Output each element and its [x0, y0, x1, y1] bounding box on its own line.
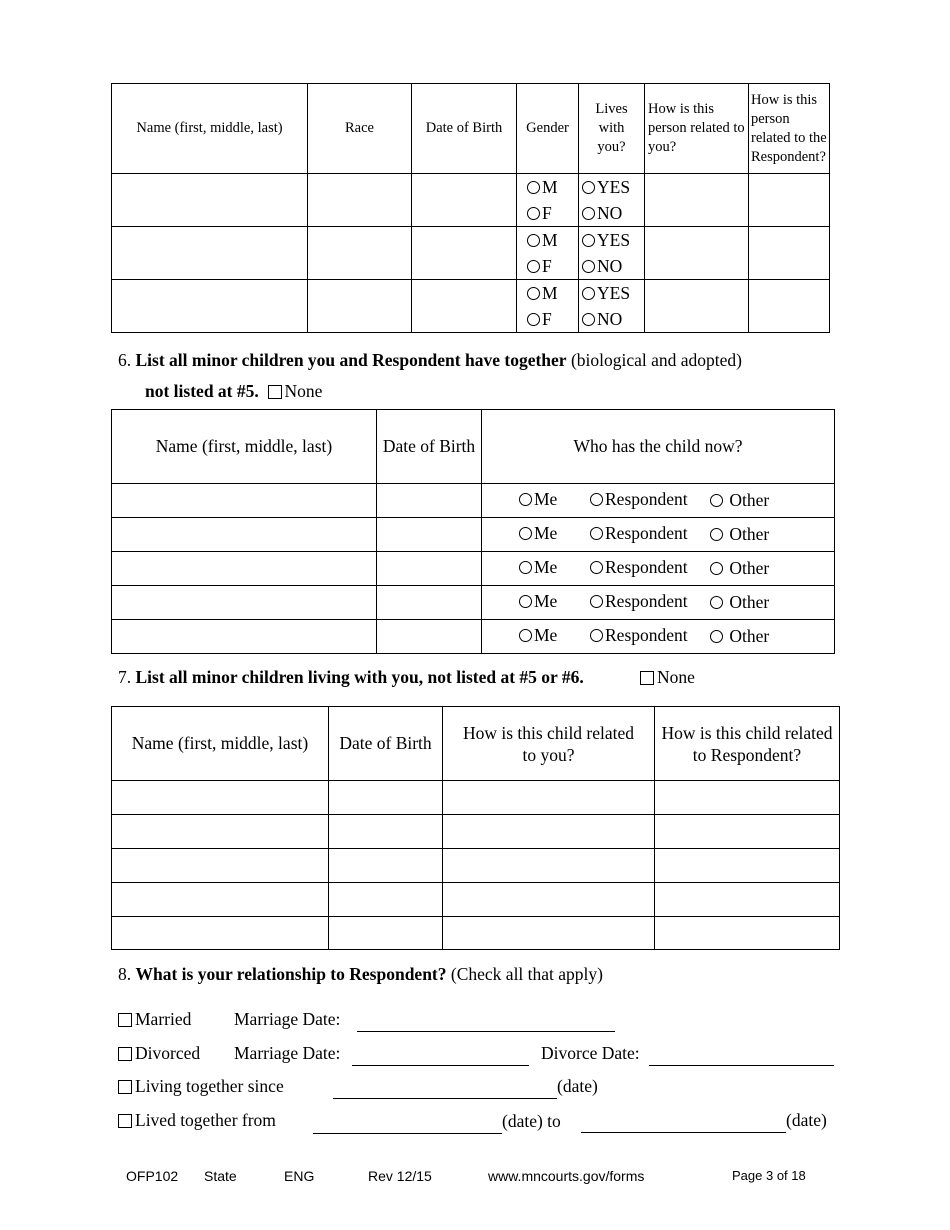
lives-no-radio[interactable] — [582, 313, 595, 326]
lives-no-radio[interactable] — [582, 260, 595, 273]
divorced-marriage-date-label: Marriage Date: — [234, 1043, 341, 1063]
respondent-radio[interactable] — [590, 527, 603, 540]
gender-m-label: M — [542, 177, 558, 197]
other-label: Other — [729, 592, 770, 612]
name-cell[interactable] — [112, 518, 377, 552]
section6-bold: List all minor children you and Respondent have together — [135, 350, 567, 370]
name-cell[interactable] — [112, 586, 377, 620]
col-race: Race — [308, 84, 412, 174]
respondent-label: Respondent — [605, 523, 688, 543]
me-label: Me — [534, 489, 558, 509]
marriage-date-line[interactable] — [357, 1031, 615, 1032]
section6-heading-line2 — [145, 381, 322, 402]
related-respondent-cell[interactable] — [749, 227, 830, 280]
dob-cell[interactable] — [329, 781, 443, 815]
other-radio[interactable] — [710, 528, 723, 541]
other-radio[interactable] — [710, 494, 723, 507]
name-cell[interactable] — [112, 227, 308, 280]
dob-cell[interactable] — [377, 586, 482, 620]
gender-f-label: F — [542, 203, 552, 223]
related-respondent-cell[interactable] — [655, 917, 840, 950]
who-has-cell — [482, 552, 835, 586]
related-respondent-cell[interactable] — [749, 280, 830, 333]
col-dob: Date of Birth — [329, 707, 443, 781]
footer-form-code: OFP102 — [126, 1168, 179, 1184]
gender-f-radio[interactable] — [527, 207, 540, 220]
lives-yes-label: YES — [597, 177, 631, 197]
footer-page-number: Page 3 of 18 — [732, 1168, 806, 1183]
dob-cell[interactable] — [329, 883, 443, 917]
living-together-label: Living together since — [135, 1076, 284, 1096]
living-together-date-line[interactable] — [333, 1098, 557, 1099]
footer-url[interactable]: www.mncourts.gov/forms — [488, 1168, 645, 1184]
section6-none-label: None — [284, 381, 323, 401]
lives-no-label: NO — [597, 256, 623, 276]
lived-together-label: Lived together from — [135, 1110, 276, 1130]
divorced-label: Divorced — [135, 1043, 201, 1063]
name-cell[interactable] — [112, 883, 329, 917]
race-cell[interactable] — [308, 174, 412, 227]
gender-cell — [517, 174, 579, 227]
gender-f-radio[interactable] — [527, 260, 540, 273]
col-name: Name (first, middle, last) — [112, 84, 308, 174]
name-cell[interactable] — [112, 484, 377, 518]
related-you-cell[interactable] — [443, 815, 655, 849]
related-you-cell[interactable] — [645, 280, 749, 333]
me-radio[interactable] — [519, 561, 532, 574]
gender-m-radio[interactable] — [527, 234, 540, 247]
children-together-table — [111, 409, 835, 654]
lives-no-label: NO — [597, 203, 623, 223]
divorced-checkbox[interactable] — [118, 1047, 132, 1061]
me-label: Me — [534, 591, 558, 611]
race-cell[interactable] — [308, 227, 412, 280]
section6-normal: (biological and adopted) — [570, 350, 742, 370]
who-has-cell — [482, 586, 835, 620]
col-related-you: How is this child related to you? — [443, 707, 655, 781]
dob-cell[interactable] — [329, 849, 443, 883]
name-cell[interactable] — [112, 552, 377, 586]
footer-revision: Rev 12/15 — [368, 1168, 432, 1184]
me-radio[interactable] — [519, 629, 532, 642]
name-cell[interactable] — [112, 917, 329, 950]
section6-none-checkbox[interactable] — [268, 385, 282, 399]
dob-cell[interactable] — [329, 815, 443, 849]
section7-bold: List all minor children living with you, not listed at #5 or #6. — [135, 667, 584, 687]
me-label: Me — [534, 523, 558, 543]
divorce-date-line[interactable] — [649, 1065, 834, 1066]
lives-yes-label: YES — [597, 283, 631, 303]
lives-yes-radio[interactable] — [582, 287, 595, 300]
name-cell[interactable] — [112, 781, 329, 815]
respondent-radio[interactable] — [590, 493, 603, 506]
other-label: Other — [729, 626, 770, 646]
col-dob: Date of Birth — [412, 84, 517, 174]
other-radio[interactable] — [710, 596, 723, 609]
section7-none — [640, 667, 695, 688]
lived-together-checkbox[interactable] — [118, 1114, 132, 1128]
col-lives-with: Lives with you? — [579, 84, 645, 174]
married-checkbox[interactable] — [118, 1013, 132, 1027]
col-dob: Date of Birth — [377, 410, 482, 484]
col-related-respondent: How is this child related to Respondent? — [655, 707, 840, 781]
section6-heading — [118, 350, 742, 371]
name-cell[interactable] — [112, 849, 329, 883]
other-label: Other — [729, 558, 770, 578]
respondent-radio[interactable] — [590, 561, 603, 574]
living-together-checkbox[interactable] — [118, 1080, 132, 1094]
col-related-respondent: How is this person related to the Respondent? — [749, 84, 830, 174]
col-gender: Gender — [517, 84, 579, 174]
divorced-marriage-date-line[interactable] — [352, 1065, 529, 1066]
lives-yes-label: YES — [597, 230, 631, 250]
date-to-label: (date) to — [502, 1111, 561, 1131]
other-radio[interactable] — [710, 630, 723, 643]
household-members-table — [111, 83, 830, 333]
related-respondent-cell[interactable] — [655, 883, 840, 917]
section8-number: 8. — [118, 964, 132, 984]
col-name: Name (first, middle, last) — [112, 707, 329, 781]
children-living-table — [111, 706, 840, 950]
section8-bold: What is your relationship to Respondent? — [135, 964, 447, 984]
section7-heading — [118, 667, 584, 688]
lived-to-date-suffix: (date) — [786, 1110, 827, 1130]
married-option — [118, 1009, 191, 1030]
related-respondent-cell[interactable] — [655, 781, 840, 815]
living-together-option — [118, 1076, 284, 1097]
me-radio[interactable] — [519, 493, 532, 506]
col-who-has-child: Who has the child now? — [482, 410, 835, 484]
gender-cell — [517, 280, 579, 333]
other-label: Other — [729, 490, 770, 510]
related-respondent-cell[interactable] — [655, 815, 840, 849]
lives-yes-radio[interactable] — [582, 234, 595, 247]
related-respondent-cell[interactable] — [749, 174, 830, 227]
section8-normal: (Check all that apply) — [450, 964, 603, 984]
name-cell[interactable] — [112, 280, 308, 333]
divorce-date-label: Divorce Date: — [541, 1043, 640, 1063]
section7-none-checkbox[interactable] — [640, 671, 654, 685]
dob-cell[interactable] — [412, 280, 517, 333]
dob-cell[interactable] — [412, 174, 517, 227]
respondent-label: Respondent — [605, 591, 688, 611]
dob-cell[interactable] — [377, 484, 482, 518]
gender-m-radio[interactable] — [527, 287, 540, 300]
gender-f-label: F — [542, 309, 552, 329]
me-label: Me — [534, 557, 558, 577]
who-has-cell — [482, 620, 835, 654]
race-cell[interactable] — [308, 280, 412, 333]
gender-m-label: M — [542, 283, 558, 303]
me-radio[interactable] — [519, 527, 532, 540]
respondent-radio[interactable] — [590, 595, 603, 608]
footer-language: ENG — [284, 1168, 315, 1184]
name-cell[interactable] — [112, 815, 329, 849]
respondent-radio[interactable] — [590, 629, 603, 642]
related-respondent-cell[interactable] — [655, 849, 840, 883]
name-cell[interactable] — [112, 174, 308, 227]
footer-state: State — [204, 1168, 237, 1184]
section6-line2: not listed at #5. — [145, 381, 259, 401]
section6-number: 6. — [118, 350, 132, 370]
dob-cell[interactable] — [412, 227, 517, 280]
respondent-label: Respondent — [605, 625, 688, 645]
me-label: Me — [534, 625, 558, 645]
respondent-label: Respondent — [605, 557, 688, 577]
col-name: Name (first, middle, last) — [112, 410, 377, 484]
dob-cell[interactable] — [377, 518, 482, 552]
lives-cell — [579, 174, 645, 227]
section7-none-label: None — [657, 667, 695, 687]
gender-m-label: M — [542, 230, 558, 250]
lives-cell — [579, 227, 645, 280]
gender-m-radio[interactable] — [527, 181, 540, 194]
me-radio[interactable] — [519, 595, 532, 608]
divorced-option — [118, 1043, 200, 1064]
related-you-cell[interactable] — [443, 781, 655, 815]
related-you-cell[interactable] — [443, 883, 655, 917]
related-you-cell[interactable] — [645, 174, 749, 227]
dob-cell[interactable] — [377, 552, 482, 586]
gender-f-radio[interactable] — [527, 313, 540, 326]
related-you-cell[interactable] — [443, 917, 655, 950]
lives-yes-radio[interactable] — [582, 181, 595, 194]
lived-to-date-line[interactable] — [581, 1132, 786, 1133]
section7-number: 7. — [118, 667, 132, 687]
name-cell[interactable] — [112, 620, 377, 654]
lives-no-label: NO — [597, 309, 623, 329]
col-related-you: How is this person related to you? — [645, 84, 749, 174]
other-label: Other — [729, 524, 770, 544]
related-you-cell[interactable] — [443, 849, 655, 883]
respondent-label: Respondent — [605, 489, 688, 509]
dob-cell[interactable] — [377, 620, 482, 654]
lived-together-option — [118, 1110, 276, 1131]
who-has-cell — [482, 484, 835, 518]
who-has-cell — [482, 518, 835, 552]
marriage-date-label: Marriage Date: — [234, 1009, 341, 1029]
other-radio[interactable] — [710, 562, 723, 575]
dob-cell[interactable] — [329, 917, 443, 950]
lived-from-date-line[interactable] — [313, 1133, 502, 1134]
related-you-cell[interactable] — [645, 227, 749, 280]
gender-f-label: F — [542, 256, 552, 276]
lives-no-radio[interactable] — [582, 207, 595, 220]
section8-heading — [118, 964, 603, 985]
married-label: Married — [135, 1009, 192, 1029]
lives-cell — [579, 280, 645, 333]
gender-cell — [517, 227, 579, 280]
living-together-date-suffix: (date) — [557, 1076, 598, 1096]
